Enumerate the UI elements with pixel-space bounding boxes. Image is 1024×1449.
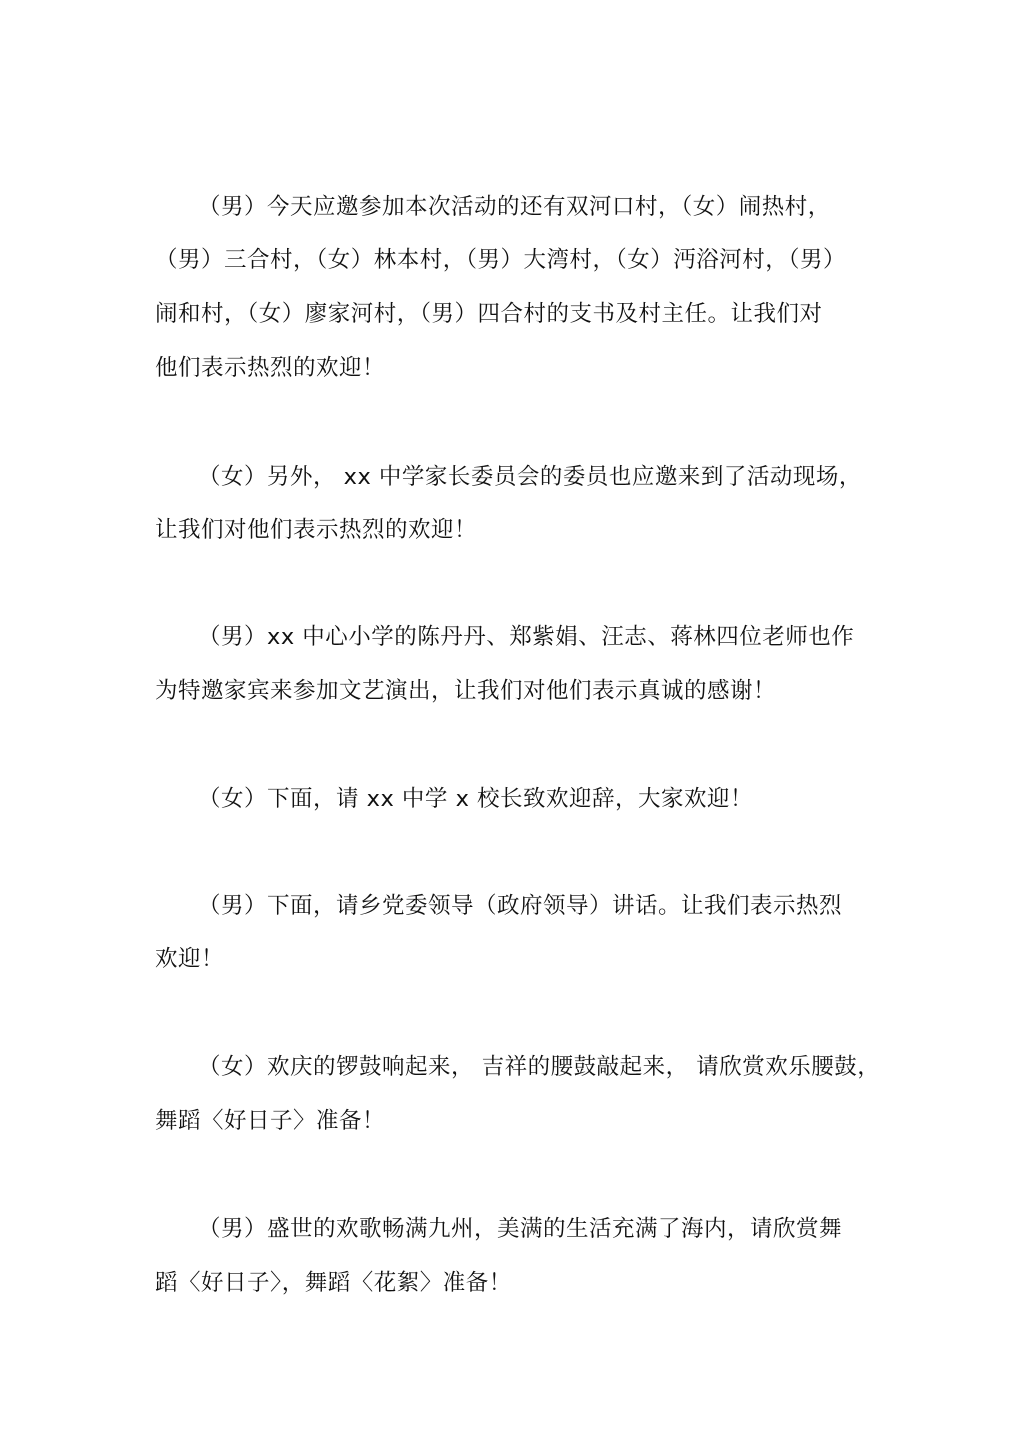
paragraph-5-line-2: 欢迎！ <box>155 946 225 972</box>
paragraph-5-line-1: （男）下面，请乡党委领导（政府领导）讲话。让我们表示热烈 <box>198 893 843 919</box>
paragraph-6-line-1: （女）欢庆的锣鼓响起来， 吉祥的腰鼓敲起来， 请欣赏欢乐腰鼓， <box>198 1054 881 1080</box>
paragraph-1-line-4: 他们表示热烈的欢迎！ <box>155 355 386 381</box>
paragraph-6-line-2: 舞蹈〈好日子〉准备！ <box>155 1108 386 1134</box>
paragraph-7-line-2: 蹈〈好日子〉，舞蹈〈花絮〉准备！ <box>155 1270 512 1296</box>
paragraph-2-line-1: （女）另外， xx 中学家长委员会的委员也应邀来到了活动现场， <box>198 464 862 490</box>
paragraph-3-line-2: 为特邀家宾来参加文艺演出，让我们对他们表示真诚的感谢！ <box>155 678 777 704</box>
paragraph-1-line-2: （男）三合村，（女）林本村，（男）大湾村，（女）沔浴河村，（男） <box>155 247 847 273</box>
paragraph-1-line-3: 闹和村，（女）廖家河村，（男）四合村的支书及村主任。让我们对 <box>155 301 823 327</box>
paragraph-4-line-1: （女）下面，请 xx 中学 x 校长致欢迎辞，大家欢迎！ <box>198 786 754 812</box>
paragraph-1-line-1: （男）今天应邀参加本次活动的还有双河口村，（女）闹热村， <box>198 194 831 220</box>
paragraph-3-line-1: （男）xx 中心小学的陈丹丹、郑紫娟、汪志、蒋林四位老师也作 <box>198 624 855 650</box>
paragraph-7-line-1: （男）盛世的欢歌畅满九州，美满的生活充满了海内，请欣赏舞 <box>198 1216 843 1242</box>
paragraph-2-line-2: 让我们对他们表示热烈的欢迎！ <box>155 517 478 543</box>
